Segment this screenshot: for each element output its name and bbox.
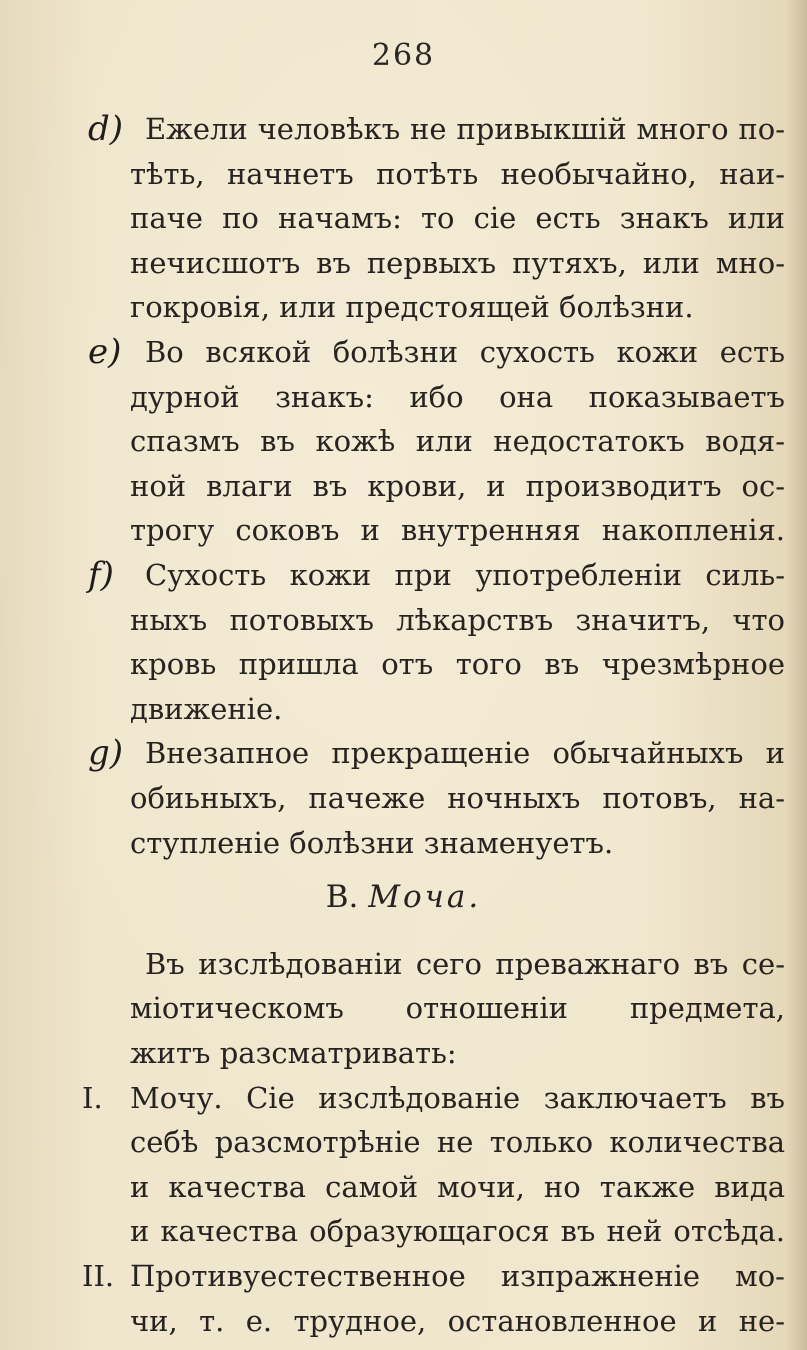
page-edge-shadow (785, 0, 807, 1350)
item-d-line-1: Ежели человѣкъ не привыкшій много по- (145, 112, 785, 146)
item-f-line-1: Сухость кожи при употребленіи силь- (145, 558, 785, 592)
item-d-line-2: тѣть, начнетъ потѣть необычайно, наи- (130, 156, 785, 191)
item-e-line-3: спазмъ въ кожѣ или недостатокъ водя- (130, 424, 785, 459)
item-marker-g: g) (88, 733, 124, 774)
item-e-line-5: трогу соковъ и внутренняя накопленія. (130, 513, 785, 548)
item-marker-f: f) (88, 555, 114, 595)
item-marker-e: e) (88, 332, 122, 372)
item-d-line-5: гокровія, или предстоящей болѣзни. (130, 290, 694, 325)
item-e-line-4: ной влаги въ крови, и производитъ ос- (130, 468, 785, 503)
intro-line-1: Въ изслѣдованіи сего преважнаго въ се- (145, 946, 785, 981)
intro-line-3: житъ разсматривать: (130, 1036, 457, 1070)
item-g-line-2: обиьныхъ, пачеже ночныхъ потовъ, на- (130, 781, 785, 815)
item-f-line-2: ныхъ потовыхъ лѣкарствъ значитъ, что (130, 602, 785, 637)
roman-1-line-1: Мочу. Сіе изслѣдованіе заключаетъ въ (130, 1080, 785, 1115)
section-heading-letter: B. (325, 879, 359, 916)
item-d-line-4: нечисшотъ въ первыхъ путяхъ, или мно- (130, 245, 785, 280)
intro-line-2: міотическомъ отношеніи предмета, (130, 991, 785, 1026)
roman-2-line-2: чи, т. е. трудное, остановленное и не- (130, 1303, 785, 1338)
item-f-line-4: движеніе. (130, 691, 283, 726)
page-number: 268 (371, 38, 436, 73)
section-heading (0, 878, 807, 916)
roman-numeral-1: I. (82, 1080, 103, 1115)
item-f-line-3: кровь пришла отъ того въ чрезмѣрное (130, 647, 785, 682)
roman-2-line-1: Противуестественное изпражненіе мо- (130, 1259, 785, 1293)
item-d-line-3: паче по начамъ: то сіе есть знакъ или (130, 201, 785, 236)
roman-1-line-2: себѣ разсмотрѣніе не только количества (130, 1125, 785, 1160)
item-e-line-1: Во всякой болѣзни сухость кожи есть (145, 335, 785, 369)
section-heading-title: Моча. (368, 879, 482, 916)
roman-1-line-4: и качества образующагося въ ней отсѣда. (130, 1214, 785, 1249)
item-e-line-2: дурной знакъ: ибо она показываетъ (130, 379, 785, 414)
item-marker-d: d) (88, 109, 124, 149)
item-g-line-1: Внезапное прекращеніе обычайныхъ и (145, 736, 785, 771)
roman-2-line-3 (130, 1346, 352, 1350)
roman-numeral-2: II. (82, 1259, 115, 1293)
item-g-line-3: ступленіе болѣзни знаменуетъ. (130, 825, 614, 860)
roman-1-line-3: и качества самой мочи, но также вида (130, 1169, 785, 1204)
